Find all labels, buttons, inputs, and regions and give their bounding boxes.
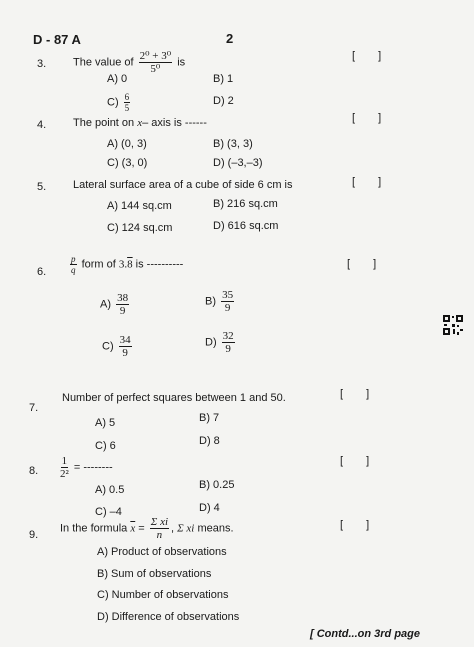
question-text: $\frac{1}{\text{2²}}$ = --------	[60, 455, 113, 480]
continued-note: [ Contd...on 3rd page	[310, 628, 420, 640]
question-number: 4.	[37, 119, 47, 131]
option-d: D) Difference of observations	[97, 611, 240, 623]
option-c: C) 124 sq.cm	[107, 222, 173, 234]
option-d: D) 2	[213, 95, 234, 107]
option-a: A) (0, 3)	[107, 138, 147, 150]
question-number: 3.	[37, 58, 47, 70]
option-b: B) $\frac{35}{9}$	[205, 289, 234, 314]
option-b: B) 1	[213, 73, 234, 85]
option-b: B) 0.25	[199, 479, 235, 491]
answer-bracket: [ ]	[352, 112, 392, 124]
question-number: 6.	[37, 266, 47, 278]
option-c: C) Number of observations	[97, 589, 229, 601]
option-c: C) 6	[95, 440, 116, 452]
answer-bracket: [ ]	[352, 176, 392, 188]
option-a: A) 0	[107, 73, 128, 85]
answer-bracket: [ ]	[340, 388, 380, 400]
option-b: B) 7	[199, 412, 220, 424]
option-c: C) –4	[95, 506, 122, 518]
question-text: Number of perfect squares between 1 and 50.	[62, 392, 286, 404]
option-c: C) $\frac{34}{9}$	[102, 334, 131, 359]
option-b: B) Sum of observations	[97, 568, 212, 580]
question-text: The point on x– axis is ------	[73, 117, 207, 129]
option-b: B) (3, 3)	[213, 138, 253, 150]
option-d: D) (–3,–3)	[213, 157, 263, 169]
option-d: D) 4	[199, 502, 220, 514]
question-number: 9.	[29, 529, 39, 541]
question-text: In the formula $\overline{x}$ = $\frac{\text{Σ xi}}{n}$ , Σ xi means.	[60, 516, 234, 541]
fraction: $\frac{\text{2⁰ + 3⁰}}{\text{5⁰}}$	[139, 50, 172, 75]
option-a: A) 144 sq.cm	[107, 200, 172, 212]
option-d: D) $\frac{32}{9}$	[205, 330, 234, 355]
answer-bracket: [ ]	[352, 50, 392, 62]
qr-code-icon	[442, 314, 464, 336]
answer-bracket: [ ]	[347, 258, 387, 270]
question-number: 7.	[29, 402, 39, 414]
question-text: Lateral surface area of a cube of side 6 cm is	[73, 179, 293, 191]
option-c: C) (3, 0)	[107, 157, 148, 169]
option-a: A) Product of observations	[97, 546, 227, 558]
option-a: A) 5	[95, 417, 116, 429]
option-a: A) $\frac{38}{9}$	[100, 292, 129, 317]
answer-bracket: [ ]	[340, 519, 380, 531]
question-number: 8.	[29, 465, 39, 477]
question-text: The value of $\frac{\text{2⁰ + 3⁰}}{\text{5⁰}}$ is	[73, 50, 186, 75]
option-a: A) 0.5	[95, 484, 125, 496]
paper-code: D - 87 A	[33, 32, 81, 47]
question-number: 5.	[37, 181, 47, 193]
question-text: $\frac{p}{q}$ form of 3.8 is ----------	[71, 254, 184, 275]
option-b: B) 216 sq.cm	[213, 198, 278, 210]
option-d: D) 8	[199, 435, 220, 447]
option-d: D) 616 sq.cm	[213, 220, 279, 232]
page-number: 2	[226, 31, 234, 46]
option-c: C) $\frac{6}{5}$	[107, 92, 130, 113]
answer-bracket: [ ]	[340, 455, 380, 467]
